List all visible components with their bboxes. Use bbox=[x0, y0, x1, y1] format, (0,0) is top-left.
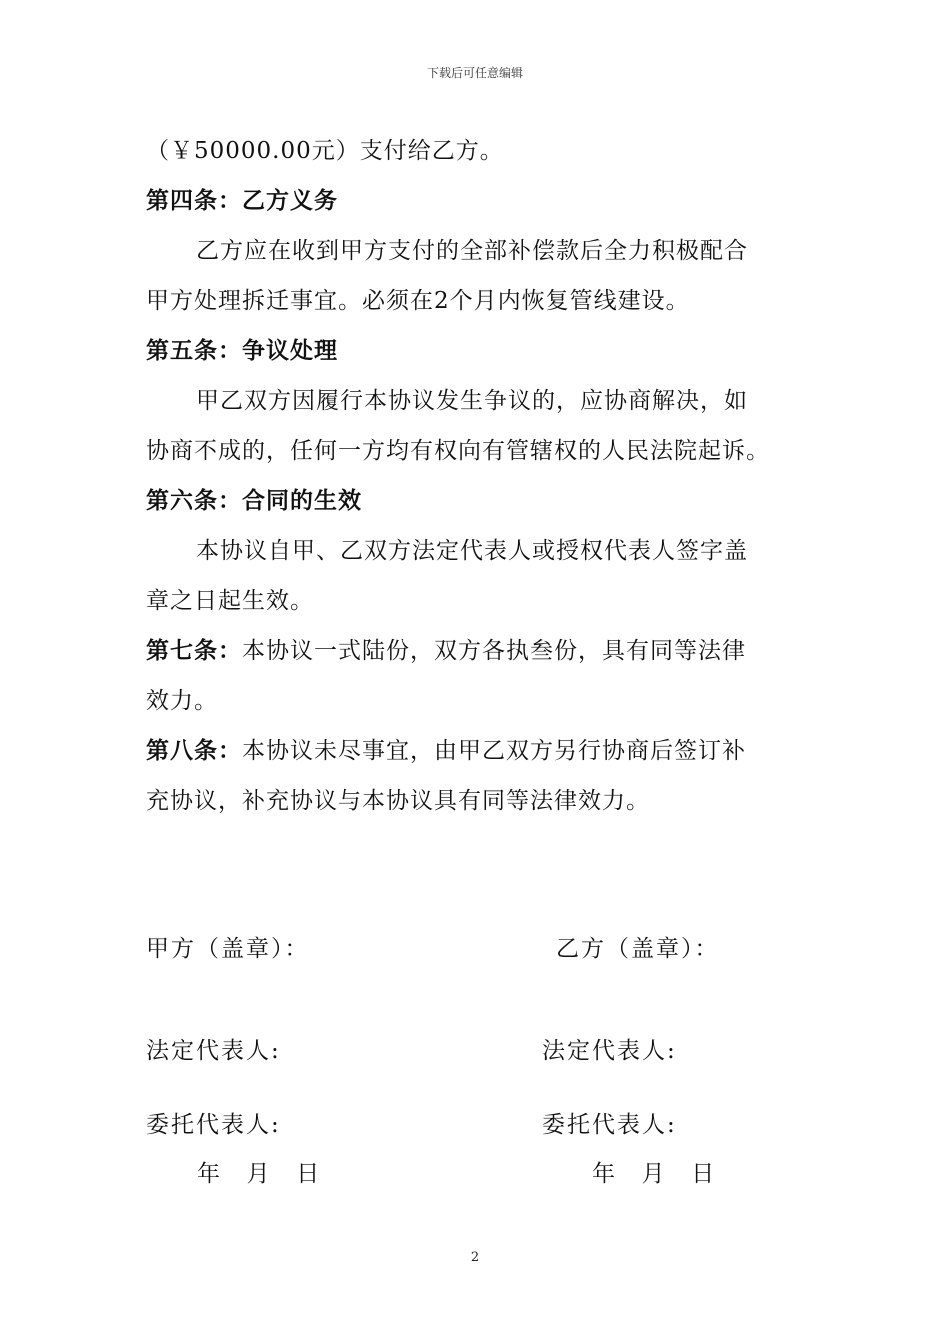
header-note: 下载后可任意编辑 bbox=[426, 66, 523, 80]
contract-body bbox=[146, 126, 810, 826]
article-4-text-line-2: 甲方处理拆迁事宜。必须在2个月内恢复管线建设。 bbox=[146, 288, 690, 314]
article-6-title: 第六条：合同的生效 bbox=[146, 487, 362, 514]
article-5-text-line-2: 协商不成的，任何一方均有权向有管辖权的人民法院起诉。 bbox=[146, 438, 770, 464]
article-8-text: 本协议未尽事宜，由甲乙双方另行协商后签订补 bbox=[242, 738, 746, 764]
party-b-seal-label: 乙方（盖章）： bbox=[556, 936, 720, 962]
party-a-legal-rep-label: 法定代表人: bbox=[146, 1038, 281, 1064]
article-4-text-line-1: 乙方应在收到甲方支付的全部补偿款后全力积极配合 bbox=[196, 238, 748, 264]
article-8-line-1 bbox=[146, 726, 810, 776]
article-6-text-line-1: 本协议自甲、乙双方法定代表人或授权代表人签字盖 bbox=[196, 538, 748, 564]
article-7-label: 第七条： bbox=[146, 637, 242, 664]
article-8-text-line-2: 充协议，补充协议与本协议具有同等法律效力。 bbox=[146, 788, 650, 814]
article-8-label: 第八条： bbox=[146, 737, 242, 764]
article-7-line-1 bbox=[146, 626, 810, 676]
party-b-authorized-rep-label: 委托代表人: bbox=[542, 1112, 677, 1138]
party-b-date: 年 月 日 bbox=[592, 1161, 719, 1187]
party-a-date: 年 月 日 bbox=[197, 1161, 324, 1187]
article-7-text-line-2: 效力。 bbox=[146, 688, 218, 714]
page-number: 2 bbox=[470, 1250, 480, 1265]
party-b-legal-rep-label: 法定代表人: bbox=[542, 1038, 677, 1064]
party-a-authorized-rep-label: 委托代表人: bbox=[146, 1112, 281, 1138]
article-5-text-line-1: 甲乙双方因履行本协议发生争议的，应协商解决，如 bbox=[196, 388, 748, 414]
article-7-text: 本协议一式陆份，双方各执叁份，具有同等法律 bbox=[242, 638, 746, 664]
amount-line: （￥50000.00元）支付给乙方。 bbox=[146, 138, 504, 164]
article-6-text-line-2: 章之日起生效。 bbox=[146, 588, 314, 614]
article-4-title: 第四条：乙方义务 bbox=[146, 187, 338, 214]
article-5-title: 第五条：争议处理 bbox=[146, 337, 338, 364]
party-a-seal-label: 甲方（盖章）： bbox=[146, 936, 310, 962]
